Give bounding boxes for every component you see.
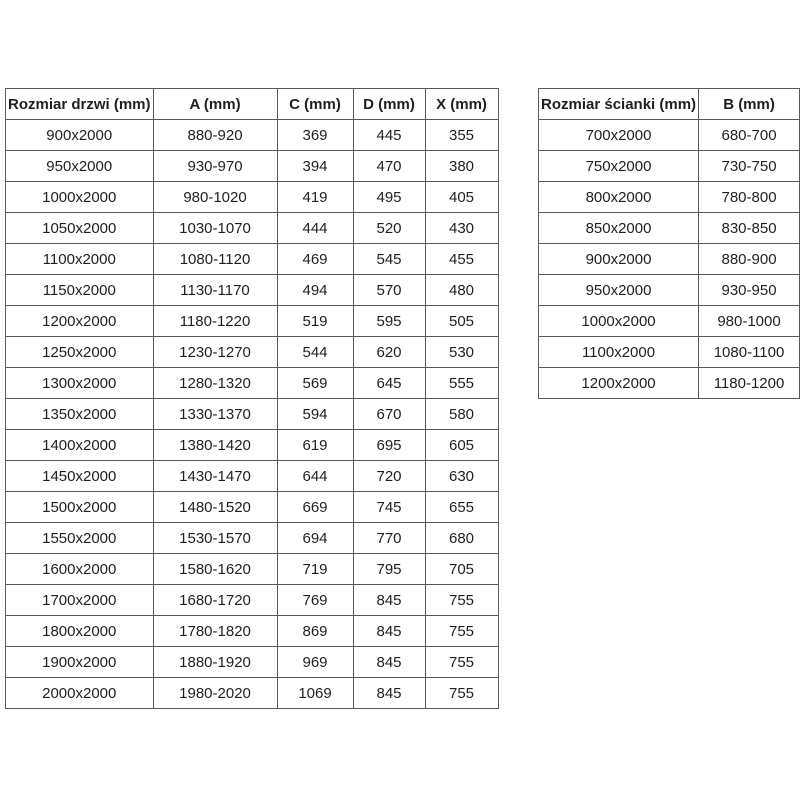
- table-cell: 1080-1100: [699, 337, 800, 368]
- table-cell: 570: [353, 275, 425, 306]
- column-header: Rozmiar ścianki (mm): [539, 89, 699, 120]
- table-cell: 705: [425, 554, 498, 585]
- table-cell: 1080-1120: [153, 244, 277, 275]
- table-row: [6, 244, 499, 275]
- table-cell: 1550x2000: [6, 523, 154, 554]
- header-row: [539, 89, 800, 120]
- table-cell: 869: [277, 616, 353, 647]
- column-header: A (mm): [153, 89, 277, 120]
- table-cell: 1980-2020: [153, 678, 277, 709]
- table-row: [539, 182, 800, 213]
- table-cell: 1050x2000: [6, 213, 154, 244]
- table-cell: 1100x2000: [6, 244, 154, 275]
- table-row: [6, 616, 499, 647]
- wall-size-table-container: [538, 88, 800, 399]
- table-cell: 700x2000: [539, 120, 699, 151]
- table-row: [6, 306, 499, 337]
- table-row: [6, 337, 499, 368]
- table-cell: 695: [353, 430, 425, 461]
- table-row: [6, 213, 499, 244]
- table-cell: 800x2000: [539, 182, 699, 213]
- table-cell: 1680-1720: [153, 585, 277, 616]
- table-cell: 369: [277, 120, 353, 151]
- column-header: B (mm): [699, 89, 800, 120]
- table-cell: 619: [277, 430, 353, 461]
- wall-size-table: [538, 88, 800, 399]
- table-row: [539, 151, 800, 182]
- table-cell: 380: [425, 151, 498, 182]
- table-cell: 405: [425, 182, 498, 213]
- table-row: [6, 647, 499, 678]
- table-cell: 430: [425, 213, 498, 244]
- table-cell: 530: [425, 337, 498, 368]
- table-cell: 1200x2000: [6, 306, 154, 337]
- column-header: D (mm): [353, 89, 425, 120]
- table-row: [6, 368, 499, 399]
- table-cell: 850x2000: [539, 213, 699, 244]
- table-cell: 880-920: [153, 120, 277, 151]
- table-row: [6, 182, 499, 213]
- column-header: C (mm): [277, 89, 353, 120]
- table-cell: 755: [425, 585, 498, 616]
- table-cell: 1300x2000: [6, 368, 154, 399]
- table-cell: 680: [425, 523, 498, 554]
- table-cell: 544: [277, 337, 353, 368]
- table-row: [539, 244, 800, 275]
- table-cell: 1530-1570: [153, 523, 277, 554]
- table-row: [6, 430, 499, 461]
- table-cell: 1250x2000: [6, 337, 154, 368]
- table-cell: 594: [277, 399, 353, 430]
- table-cell: 445: [353, 120, 425, 151]
- table-cell: 1500x2000: [6, 492, 154, 523]
- table-row: [6, 461, 499, 492]
- table-row: [6, 678, 499, 709]
- table-cell: 595: [353, 306, 425, 337]
- table-cell: 969: [277, 647, 353, 678]
- table-cell: 730-750: [699, 151, 800, 182]
- table-cell: 1380-1420: [153, 430, 277, 461]
- table-cell: 1350x2000: [6, 399, 154, 430]
- table-cell: 900x2000: [539, 244, 699, 275]
- table-row: [6, 275, 499, 306]
- header-row: [6, 89, 499, 120]
- table-cell: 1880-1920: [153, 647, 277, 678]
- table-cell: 455: [425, 244, 498, 275]
- table-cell: 694: [277, 523, 353, 554]
- table-cell: 1580-1620: [153, 554, 277, 585]
- table-row: [6, 120, 499, 151]
- table-cell: 469: [277, 244, 353, 275]
- table-cell: 470: [353, 151, 425, 182]
- table-cell: 1180-1220: [153, 306, 277, 337]
- table-row: [539, 213, 800, 244]
- table-cell: 980-1020: [153, 182, 277, 213]
- table-row: [6, 151, 499, 182]
- table-cell: 1700x2000: [6, 585, 154, 616]
- table-cell: 1600x2000: [6, 554, 154, 585]
- table-row: [539, 120, 800, 151]
- table-cell: 644: [277, 461, 353, 492]
- table-cell: 1180-1200: [699, 368, 800, 399]
- door-size-table: [5, 88, 499, 709]
- table-cell: 355: [425, 120, 498, 151]
- table-cell: 770: [353, 523, 425, 554]
- table-cell: 655: [425, 492, 498, 523]
- table-cell: 545: [353, 244, 425, 275]
- table-cell: 950x2000: [539, 275, 699, 306]
- table-cell: 480: [425, 275, 498, 306]
- table-cell: 750x2000: [539, 151, 699, 182]
- table-cell: 1430-1470: [153, 461, 277, 492]
- table-cell: 845: [353, 647, 425, 678]
- table-row: [6, 492, 499, 523]
- table-cell: 720: [353, 461, 425, 492]
- table-cell: 930-970: [153, 151, 277, 182]
- table-cell: 495: [353, 182, 425, 213]
- table-cell: 680-700: [699, 120, 800, 151]
- table-cell: 1130-1170: [153, 275, 277, 306]
- table-cell: 1069: [277, 678, 353, 709]
- table-cell: 419: [277, 182, 353, 213]
- table-cell: 1280-1320: [153, 368, 277, 399]
- table-cell: 769: [277, 585, 353, 616]
- table-row: [6, 554, 499, 585]
- table-cell: 980-1000: [699, 306, 800, 337]
- table-row: [539, 306, 800, 337]
- table-cell: 1900x2000: [6, 647, 154, 678]
- table-cell: 1200x2000: [539, 368, 699, 399]
- table-cell: 1100x2000: [539, 337, 699, 368]
- table-cell: 569: [277, 368, 353, 399]
- table-cell: 845: [353, 678, 425, 709]
- column-header: X (mm): [425, 89, 498, 120]
- table-cell: 1330-1370: [153, 399, 277, 430]
- table-cell: 494: [277, 275, 353, 306]
- table-cell: 505: [425, 306, 498, 337]
- table-cell: 1150x2000: [6, 275, 154, 306]
- table-cell: 519: [277, 306, 353, 337]
- table-cell: 755: [425, 616, 498, 647]
- table-row: [6, 399, 499, 430]
- table-cell: 670: [353, 399, 425, 430]
- table-cell: 2000x2000: [6, 678, 154, 709]
- table-cell: 520: [353, 213, 425, 244]
- table-cell: 745: [353, 492, 425, 523]
- table-cell: 394: [277, 151, 353, 182]
- table-cell: 444: [277, 213, 353, 244]
- table-cell: 1400x2000: [6, 430, 154, 461]
- table-cell: 780-800: [699, 182, 800, 213]
- table-cell: 930-950: [699, 275, 800, 306]
- table-cell: 630: [425, 461, 498, 492]
- table-cell: 795: [353, 554, 425, 585]
- table-cell: 645: [353, 368, 425, 399]
- table-cell: 1450x2000: [6, 461, 154, 492]
- door-size-table-container: [5, 88, 499, 709]
- table-cell: 1780-1820: [153, 616, 277, 647]
- table-cell: 605: [425, 430, 498, 461]
- table-cell: 580: [425, 399, 498, 430]
- table-cell: 719: [277, 554, 353, 585]
- table-cell: 1230-1270: [153, 337, 277, 368]
- table-cell: 755: [425, 678, 498, 709]
- table-cell: 1000x2000: [6, 182, 154, 213]
- table-cell: 900x2000: [6, 120, 154, 151]
- table-cell: 950x2000: [6, 151, 154, 182]
- table-cell: 755: [425, 647, 498, 678]
- table-cell: 845: [353, 585, 425, 616]
- table-cell: 669: [277, 492, 353, 523]
- table-row: [539, 368, 800, 399]
- table-cell: 1800x2000: [6, 616, 154, 647]
- table-cell: 1030-1070: [153, 213, 277, 244]
- column-header: Rozmiar drzwi (mm): [6, 89, 154, 120]
- table-cell: 830-850: [699, 213, 800, 244]
- table-cell: 620: [353, 337, 425, 368]
- table-row: [6, 585, 499, 616]
- table-cell: 1000x2000: [539, 306, 699, 337]
- table-cell: 1480-1520: [153, 492, 277, 523]
- table-row: [539, 275, 800, 306]
- table-cell: 845: [353, 616, 425, 647]
- table-cell: 880-900: [699, 244, 800, 275]
- table-cell: 555: [425, 368, 498, 399]
- table-row: [6, 523, 499, 554]
- table-row: [539, 337, 800, 368]
